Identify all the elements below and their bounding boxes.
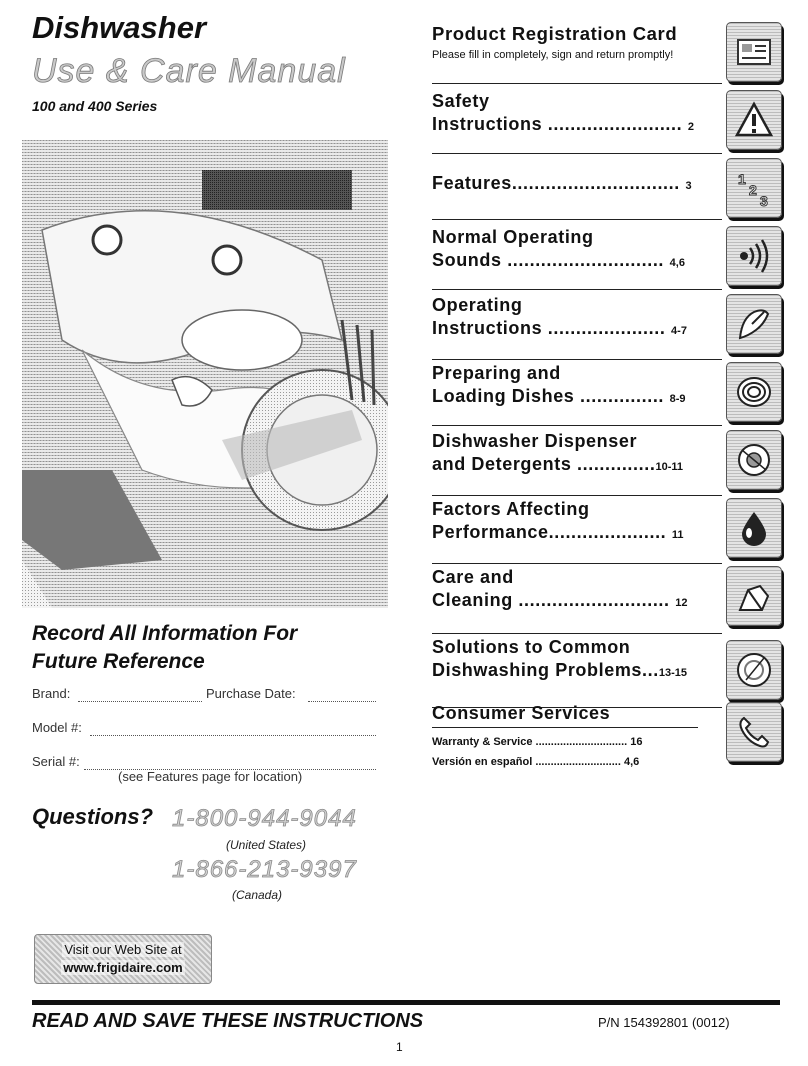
record-heading-line1: Record All Information For [32,622,298,645]
toc-loading[interactable] [432,362,782,426]
toc-spanish-page: 4,6 [623,756,640,768]
model-field[interactable] [90,734,376,736]
dishes-icon [726,362,782,422]
toc-care[interactable] [432,566,782,634]
us-label: (United States) [226,838,307,852]
part-number: P/N 154392801 (0012) [598,1015,730,1030]
record-heading [32,620,392,676]
toc-features-line1: Features.............................. [432,173,680,193]
numbers-icon [726,158,782,218]
hand-icon [726,294,782,354]
toc-features[interactable] [432,158,782,220]
toc-sounds-line1: Normal Operating [432,227,594,247]
toc-consumer-title: Consumer Services [432,703,611,723]
svg-text:3: 3 [760,193,768,208]
registration-card-icon [726,22,782,82]
toc-dispenser-page: 10-11 [655,461,683,473]
detergent-icon [726,430,782,490]
website-url[interactable]: www.frigidaire.com [63,960,183,975]
series-label: 100 and 400 Series [32,98,158,114]
model-label: Model #: [32,720,82,735]
toc-factors-line2: Performance..................... [432,522,667,542]
toc-care-line1: Care and [432,567,514,587]
toc-safety[interactable] [432,90,782,154]
toc-safety-line1: Safety [432,91,490,111]
toc-dispenser-line1: Dishwasher Dispenser [432,431,638,451]
toc-sounds-line2: Sounds ............................ [432,250,665,270]
website-box[interactable] [34,934,212,984]
toc-dispenser[interactable] [432,430,782,496]
toc-features-page: 3 [685,180,692,192]
toc-operating-line1: Operating [432,295,523,315]
toc-loading-page: 8-9 [669,393,686,405]
toc-solutions[interactable] [432,636,782,708]
us-phone[interactable]: 1-800-944-9044 [172,805,357,832]
toc-sounds-page: 4,6 [669,257,685,269]
cleaning-icon [726,566,782,626]
toc-warranty: Warranty & Service .............................. [432,736,628,748]
cover-illustration [22,140,388,608]
warning-icon [726,90,782,150]
sound-icon [726,226,782,286]
toc-loading-line1: Preparing and [432,363,561,383]
toc-safety-line2: Instructions ........................ [432,114,683,134]
toc-consumer[interactable] [432,702,782,772]
serial-label: Serial #: [32,754,80,769]
read-save-instructions: READ AND SAVE THESE INSTRUCTIONS [32,1010,424,1032]
page-number: 1 [396,1040,403,1054]
toc-care-page: 12 [675,597,688,609]
toc-factors-page: 11 [671,529,684,541]
manual-title: Dishwasher [32,10,207,45]
toc-solutions-line2: Dishwashing Problems... [432,660,659,680]
questions-label: Questions? [32,804,154,829]
location-note: (see Features page for location) [118,769,303,784]
telephone-icon [726,702,782,762]
plate-icon [726,640,782,700]
toc-loading-line2: Loading Dishes ............... [432,386,665,406]
water-drop-icon [726,498,782,558]
brand-label: Brand: [32,686,71,701]
toc-solutions-line1: Solutions to Common [432,637,631,657]
toc-factors-line1: Factors Affecting [432,499,590,519]
toc-solutions-page: 13-15 [658,667,687,679]
toc-registration-note: Please fill in completely, sign and return promptly! [432,49,674,61]
toc-spanish: Versión en español ............................ [432,756,621,768]
toc-sounds[interactable] [432,226,782,290]
toc-factors[interactable] [432,498,782,564]
record-heading-line2: Future Reference [32,650,205,673]
purchase-date-field[interactable] [308,700,376,702]
toc-registration-title: Product Registration Card [432,23,678,44]
manual-subtitle: Use & Care Manual [32,52,346,90]
website-line1: Visit our Web Site at [64,942,182,957]
toc-warranty-page: 16 [630,736,643,748]
brand-field[interactable] [78,700,202,702]
canada-label: (Canada) [232,888,283,902]
canada-phone[interactable]: 1-866-213-9397 [172,856,357,883]
purchase-date-label: Purchase Date: [206,686,296,701]
toc-safety-page: 2 [687,121,694,133]
toc-operating-page: 4-7 [671,325,687,337]
footer-rule [32,1000,780,1005]
svg-text:2: 2 [749,182,757,198]
toc-operating[interactable] [432,294,782,360]
toc-operating-line2: Instructions ..................... [432,318,666,338]
toc-care-line2: Cleaning ........................... [432,590,670,610]
svg-text:1: 1 [738,171,746,187]
toc-registration[interactable] [432,22,782,84]
toc-dispenser-line2: and Detergents .............. [432,454,656,474]
